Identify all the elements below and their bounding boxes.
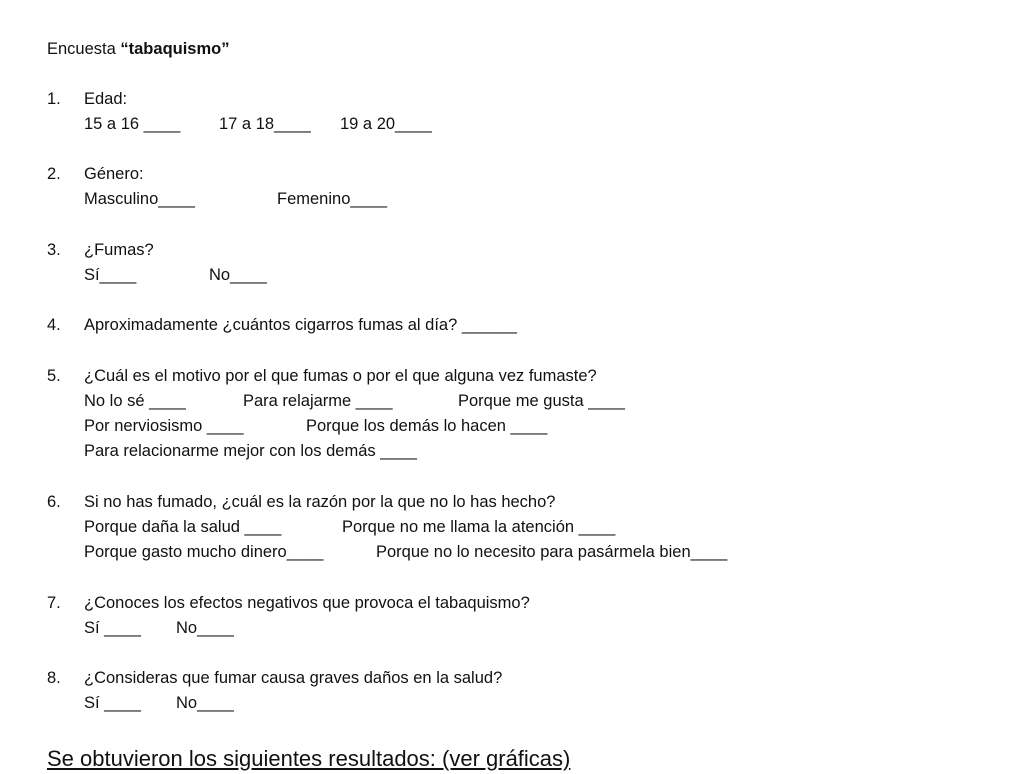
question-text: Edad: <box>84 90 128 108</box>
question-number: 2. <box>47 165 61 183</box>
option-17-18[interactable]: 17 a 18____ <box>219 115 311 133</box>
option-porque-los-demas[interactable]: Porque los demás lo hacen ____ <box>306 417 548 435</box>
option-dana-la-salud[interactable]: Porque daña la salud ____ <box>84 518 282 536</box>
question-4 <box>47 313 1007 338</box>
question-number: 6. <box>47 493 61 511</box>
option-no-lo-se[interactable]: No lo sé ____ <box>84 392 186 410</box>
option-no[interactable]: No____ <box>176 619 234 637</box>
options-row <box>84 616 1007 641</box>
survey-title-bold: “tabaquismo” <box>120 40 230 58</box>
option-si[interactable]: Sí____ <box>84 266 137 284</box>
question-number: 8. <box>47 669 61 687</box>
options-row <box>84 439 1007 464</box>
option-si[interactable]: Sí ____ <box>84 619 141 637</box>
options-row <box>84 389 1007 414</box>
question-6 <box>47 490 1007 565</box>
options-row <box>84 515 1007 540</box>
options-row <box>84 691 1007 716</box>
option-15-16[interactable]: 15 a 16 ____ <box>84 115 181 133</box>
option-no-lo-necesito[interactable]: Porque no lo necesito para pasármela bien____ <box>376 543 728 561</box>
question-text: Si no has fumado, ¿cuál es la razón por la que no lo has hecho? <box>84 493 556 511</box>
question-number: 3. <box>47 241 61 259</box>
option-femenino[interactable]: Femenino____ <box>277 190 388 208</box>
option-gasto-mucho-dinero[interactable]: Porque gasto mucho dinero____ <box>84 543 324 561</box>
question-number: 7. <box>47 594 61 612</box>
option-para-relajarme[interactable]: Para relajarme ____ <box>243 392 393 410</box>
question-text[interactable]: Aproximadamente ¿cuántos cigarros fumas al día? ______ <box>84 316 517 334</box>
option-por-nerviosismo[interactable]: Por nerviosismo ____ <box>84 417 244 435</box>
option-porque-me-gusta[interactable]: Porque me gusta ____ <box>458 392 625 410</box>
option-masculino[interactable]: Masculino____ <box>84 190 195 208</box>
question-text: ¿Fumas? <box>84 241 154 259</box>
question-text: ¿Consideras que fumar causa graves daños en la salud? <box>84 669 503 687</box>
option-19-20[interactable]: 19 a 20____ <box>340 115 432 133</box>
question-text: ¿Cuál es el motivo por el que fumas o por el que alguna vez fumaste? <box>84 367 597 385</box>
option-no[interactable]: No____ <box>176 694 234 712</box>
question-5 <box>47 364 1007 464</box>
option-si[interactable]: Sí ____ <box>84 694 141 712</box>
question-number: 5. <box>47 367 61 385</box>
question-3 <box>47 238 1007 288</box>
options-row <box>84 187 1007 212</box>
option-no-me-llama-la-atencion[interactable]: Porque no me llama la atención ____ <box>342 518 616 536</box>
question-7 <box>47 591 1007 641</box>
question-number: 4. <box>47 316 61 334</box>
question-number: 1. <box>47 90 61 108</box>
options-row <box>84 263 1007 288</box>
survey-title-prefix: Encuesta <box>47 40 121 58</box>
options-row <box>84 414 1007 439</box>
results-heading: Se obtuvieron los siguientes resultados: (ver gráficas) <box>47 746 571 771</box>
question-text: Género: <box>84 165 144 183</box>
options-row <box>84 112 1007 137</box>
question-1 <box>47 87 1007 137</box>
option-no[interactable]: No____ <box>209 266 267 284</box>
survey-title <box>47 38 230 60</box>
option-para-relacionarme[interactable]: Para relacionarme mejor con los demás ____ <box>84 442 417 460</box>
question-2 <box>47 162 1007 212</box>
options-row <box>84 540 1007 565</box>
question-8 <box>47 666 1007 716</box>
question-text: ¿Conoces los efectos negativos que provoca el tabaquismo? <box>84 594 530 612</box>
